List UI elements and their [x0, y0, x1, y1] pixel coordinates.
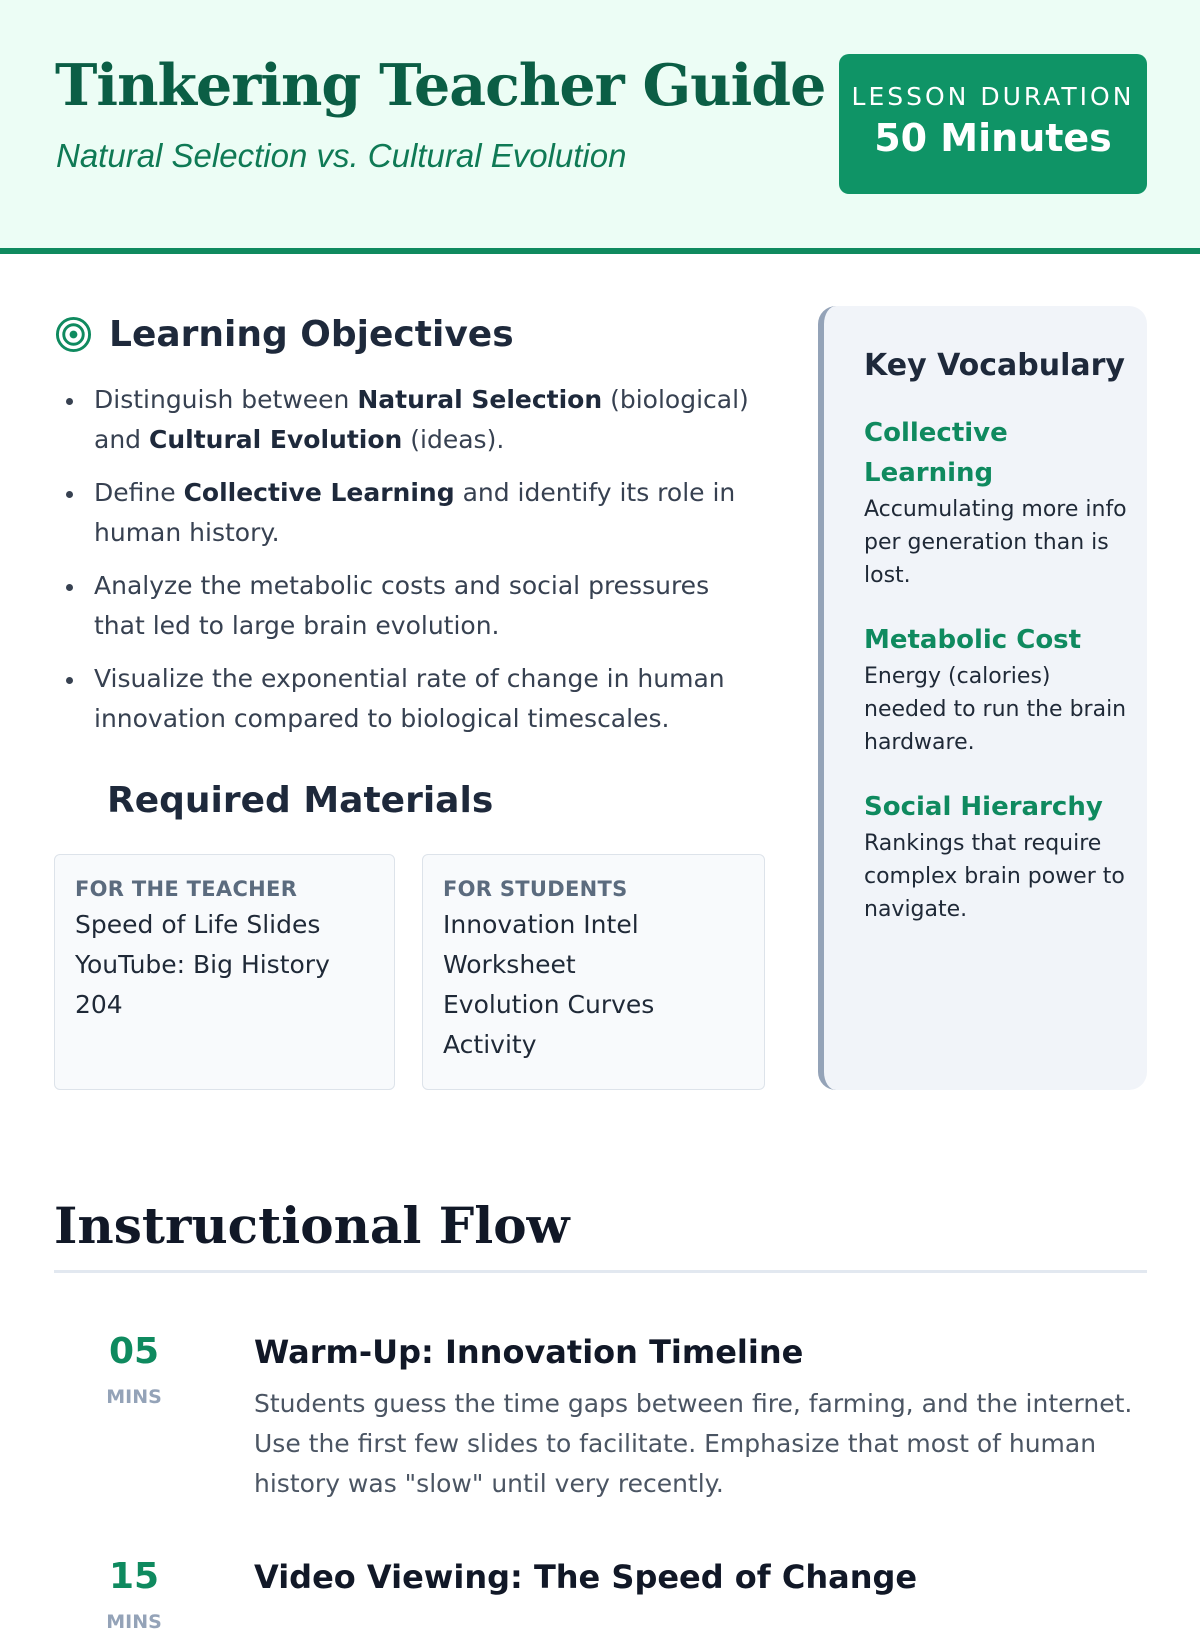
objective-item	[64, 380, 764, 460]
duration-label: LESSON DURATION	[851, 82, 1135, 111]
student-materials-card	[422, 854, 765, 1090]
objective-text: and identify its role in human history.	[94, 478, 736, 547]
list-item: Innovation Intel Worksheet	[443, 910, 639, 979]
objective-text: (biological) and	[94, 385, 749, 454]
step-time	[54, 1555, 214, 1633]
vocabulary-item	[864, 620, 1127, 759]
step-unit: MINS	[106, 1386, 162, 1408]
objective-text: Visualize the exponential rate of change in human innovation compared to biological timescales.	[94, 664, 725, 733]
vocabulary-term: Social Hierarchy	[864, 792, 1103, 822]
teacher-materials-list	[75, 905, 374, 1025]
objective-keyword: Natural Selection	[357, 385, 603, 414]
objective-item	[64, 566, 764, 646]
objective-keyword: Cultural Evolution	[148, 425, 403, 454]
step-unit: MINS	[106, 1611, 162, 1633]
vocabulary-title: Key Vocabulary	[864, 348, 1125, 383]
objective-text: (ideas).	[402, 425, 505, 454]
step-time	[54, 1330, 214, 1408]
vocabulary-term: Metabolic Cost	[864, 625, 1082, 655]
objective-text: Analyze the metabolic costs and social pressures that led to large brain evolution.	[94, 571, 710, 640]
objectives-heading	[55, 310, 514, 358]
vocabulary-definition: Energy (calories) needed to run the brain hardware.	[864, 664, 1127, 755]
divider	[54, 1270, 1147, 1273]
vocabulary-panel	[818, 306, 1147, 1090]
step-description: Students guess the time gaps between fire, farming, and the internet. Use the first few slides to facilitate. Emphasize that most of human history was "slow" until very recently.	[254, 1389, 1133, 1498]
objective-text: Distinguish between	[94, 385, 358, 414]
step-minutes: 15	[108, 1556, 160, 1597]
objectives-title: Learning Objectives	[109, 313, 514, 355]
duration-badge	[839, 54, 1147, 194]
page-title: Tinkering Teacher Guide	[55, 52, 826, 119]
vocabulary-term: Collective Learning	[864, 418, 1008, 488]
teacher-materials-card	[54, 854, 395, 1090]
teacher-materials-label: FOR THE TEACHER	[75, 877, 298, 901]
student-materials-label: FOR STUDENTS	[443, 877, 628, 901]
objectives-list	[64, 380, 764, 752]
materials-title: Required Materials	[107, 780, 494, 821]
page-subtitle: Natural Selection vs. Cultural Evolution	[56, 137, 627, 174]
vocabulary-item	[864, 413, 1127, 592]
vocabulary-item	[864, 787, 1127, 926]
step-title: Warm-Up: Innovation Timeline	[254, 1333, 804, 1371]
vocabulary-definition: Accumulating more info per generation than is lost.	[864, 497, 1127, 588]
step-body	[254, 1330, 1147, 1504]
step-body	[254, 1555, 1147, 1599]
objective-text: Define	[94, 478, 184, 507]
objective-keyword: Collective Learning	[183, 478, 455, 507]
duration-value: 50 Minutes	[874, 116, 1112, 160]
objective-item	[64, 659, 764, 739]
objective-item	[64, 473, 764, 553]
target-icon	[55, 316, 92, 353]
flow-title: Instructional Flow	[54, 1196, 570, 1255]
step-title: Video Viewing: The Speed of Change	[254, 1558, 918, 1596]
student-materials-list	[443, 905, 744, 1065]
list-item: Evolution Curves Activity	[443, 990, 655, 1059]
vocabulary-definition: Rankings that require complex brain power to navigate.	[864, 831, 1125, 922]
page-header	[0, 0, 1200, 254]
list-item: Speed of Life Slides	[75, 910, 321, 939]
list-item: YouTube: Big History 204	[75, 950, 330, 1019]
step-minutes: 05	[108, 1331, 160, 1372]
